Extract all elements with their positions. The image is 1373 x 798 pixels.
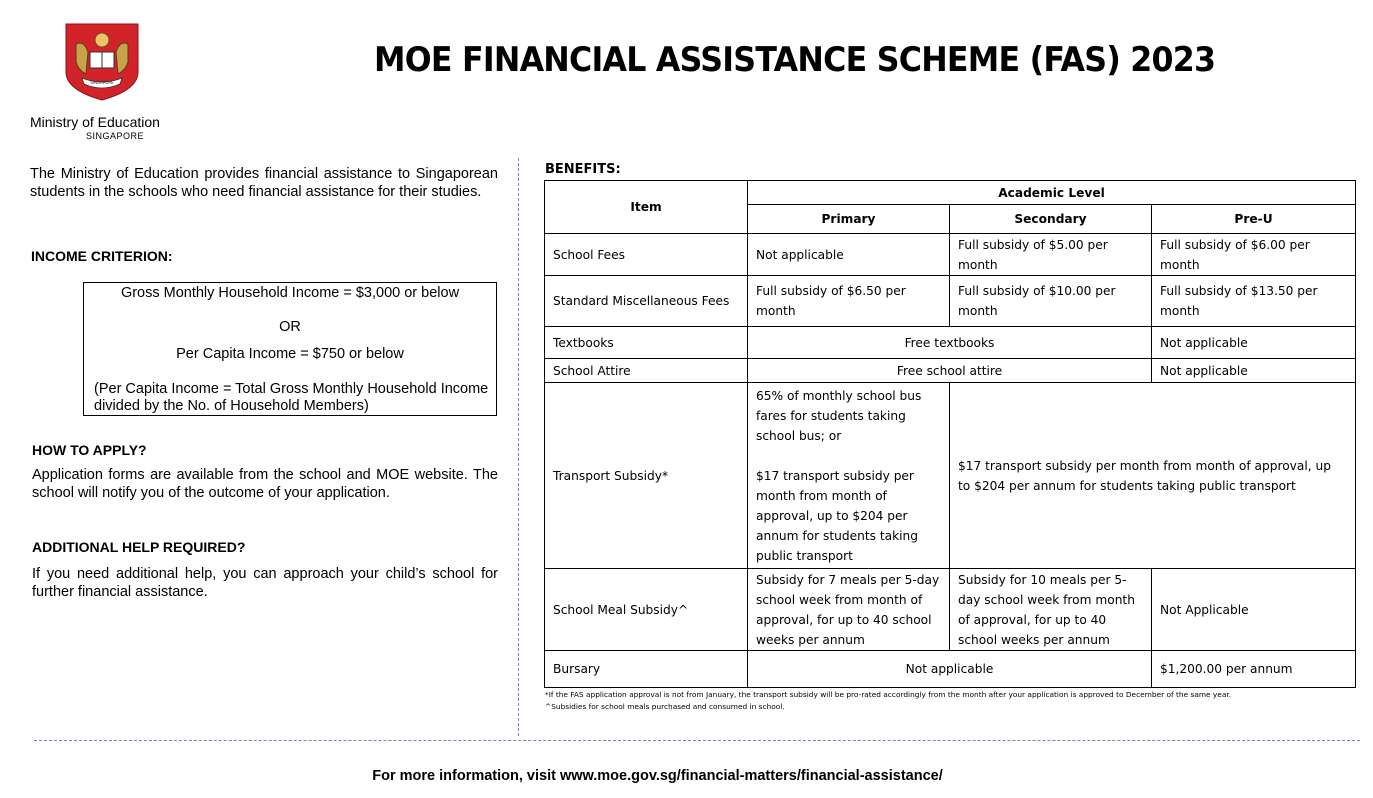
col-header-item: Item — [545, 181, 748, 234]
cell-meal-secondary: Subsidy for 10 meals per 5-day school week from month of approval, for up to 40 school weeks per annum — [950, 569, 1152, 651]
row-label-textbooks: Textbooks — [545, 327, 748, 359]
cell-school-fees-preu: Full subsidy of $6.00 per month — [1152, 234, 1356, 276]
additional-help-heading: ADDITIONAL HELP REQUIRED? — [32, 539, 246, 555]
income-criterion-box — [83, 282, 497, 416]
how-to-apply-text: Application forms are available from the school and MOE website. The school will notify you of the outcome of your application. — [32, 467, 498, 501]
ministry-country: SINGAPORE — [86, 131, 145, 141]
cell-attire-primary-secondary: Free school attire — [748, 359, 1152, 383]
cell-textbooks-preu: Not applicable — [1152, 327, 1356, 359]
table-row — [545, 234, 1356, 276]
cell-transport-secondary-preu: $17 transport subsidy per month from month of approval, up to $204 per annum for students taking public transport — [950, 383, 1356, 569]
table-row — [545, 276, 1356, 327]
table-row — [545, 359, 1356, 383]
row-label-school-fees: School Fees — [545, 234, 748, 276]
col-header-primary: Primary — [748, 205, 950, 234]
table-row — [545, 383, 1356, 569]
horizontal-divider — [34, 740, 1360, 741]
page-title: MOE FINANCIAL ASSISTANCE SCHEME (FAS) 2023 — [374, 40, 1216, 80]
cell-bursary-primary-secondary: Not applicable — [748, 651, 1152, 688]
cell-school-fees-secondary: Full subsidy of $5.00 per month — [950, 234, 1152, 276]
table-row — [545, 569, 1356, 651]
col-header-preu: Pre-U — [1152, 205, 1356, 234]
vertical-divider — [518, 158, 519, 736]
additional-help-text: If you need additional help, you can approach your child’s school for further financial assistance. — [32, 566, 498, 600]
benefits-heading: BENEFITS: — [545, 162, 621, 177]
income-note: (Per Capita Income = Total Gross Monthly Household Income divided by the No. of Household Members) — [94, 381, 489, 414]
col-header-academic-level: Academic Level — [748, 181, 1356, 205]
ministry-name: Ministry of Education — [30, 114, 160, 130]
row-label-bursary: Bursary — [545, 651, 748, 688]
cell-meal-primary: Subsidy for 7 meals per 5-day school week from month of approval, for up to 40 school weeks per annum — [748, 569, 950, 651]
intro-paragraph: The Ministry of Education provides financial assistance to Singaporean students in the schools who need financial assistance for their studies. — [30, 166, 498, 200]
transport-primary-public: $17 transport subsidy per month from month of approval, up to $204 per annum for students taking public transport — [756, 468, 918, 563]
svg-text:SINGAPORE: SINGAPORE — [90, 80, 114, 85]
table-row — [545, 327, 1356, 359]
cell-school-fees-primary: Not applicable — [748, 234, 950, 276]
footnote-meals: ^Subsidies for school meals purchased and consumed in school. — [545, 702, 785, 711]
cell-textbooks-primary-secondary: Free textbooks — [748, 327, 1152, 359]
benefits-table — [544, 180, 1356, 688]
income-line-household: Gross Monthly Household Income = $3,000 or below — [120, 285, 460, 301]
row-label-transport: Transport Subsidy* — [545, 383, 748, 569]
cell-meal-preu: Not Applicable — [1152, 569, 1356, 651]
how-to-apply-heading: HOW TO APPLY? — [32, 442, 147, 458]
col-header-secondary: Secondary — [950, 205, 1152, 234]
table-row — [545, 651, 1356, 688]
cell-misc-fees-secondary: Full subsidy of $10.00 per month — [950, 276, 1152, 327]
cell-misc-fees-primary: Full subsidy of $6.50 per month — [748, 276, 950, 327]
row-label-attire: School Attire — [545, 359, 748, 383]
income-or: OR — [279, 319, 301, 335]
cell-bursary-preu: $1,200.00 per annum — [1152, 651, 1356, 688]
cell-misc-fees-preu: Full subsidy of $13.50 per month — [1152, 276, 1356, 327]
row-label-misc-fees: Standard Miscellaneous Fees — [545, 276, 748, 327]
cell-transport-primary — [748, 383, 950, 569]
income-criterion-heading: INCOME CRITERION: — [31, 248, 173, 264]
income-line-per-capita: Per Capita Income = $750 or below — [176, 346, 404, 362]
footnote-transport: *If the FAS application approval is not from January, the transport subsidy will be pro-rated accordingly from the month after your application is approved to December of the same year. — [545, 690, 1232, 699]
more-info-link[interactable]: For more information, visit www.moe.gov.sg/financial-matters/financial-assistance/ — [372, 768, 943, 784]
transport-primary-bus: 65% of monthly school bus fares for students taking school bus; or — [756, 388, 922, 443]
cell-attire-preu: Not applicable — [1152, 359, 1356, 383]
row-label-meal: School Meal Subsidy^ — [545, 569, 748, 651]
moe-crest-logo — [64, 22, 140, 102]
table-header-row — [545, 181, 1356, 205]
